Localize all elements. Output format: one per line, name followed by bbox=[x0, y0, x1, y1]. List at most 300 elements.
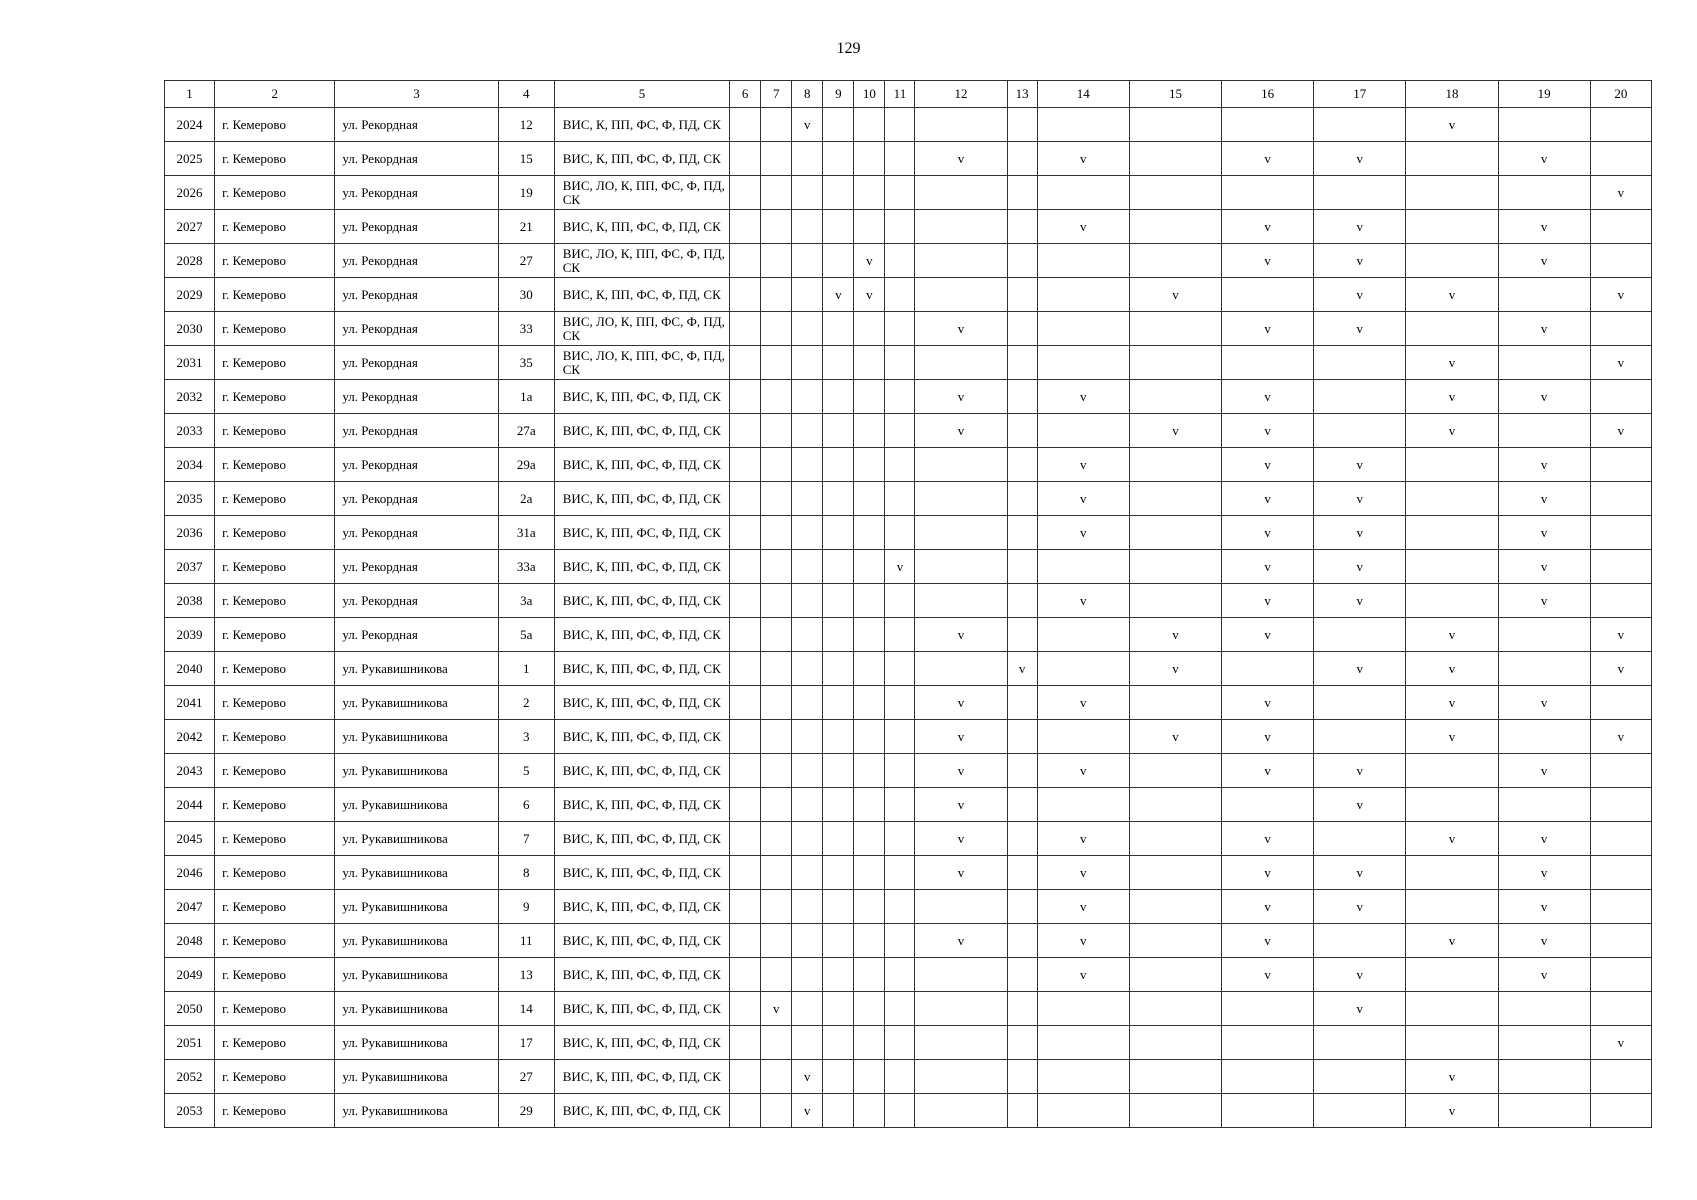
empty-cell-col-15 bbox=[1129, 108, 1221, 142]
empty-cell-col-10 bbox=[854, 210, 885, 244]
check-mark-col-19: v bbox=[1498, 958, 1590, 992]
empty-cell-col-13 bbox=[1007, 584, 1037, 618]
work-kinds-cell: ВИС, К, ПП, ФС, Ф, ПД, СК bbox=[554, 210, 729, 244]
check-mark-col-14: v bbox=[1037, 890, 1129, 924]
row-number: 2027 bbox=[165, 210, 215, 244]
empty-cell-col-15 bbox=[1129, 856, 1221, 890]
city-cell: г. Кемерово bbox=[215, 516, 335, 550]
empty-cell-col-11 bbox=[885, 754, 915, 788]
empty-cell-col-17 bbox=[1314, 176, 1406, 210]
street-cell: ул. Рукавишникова bbox=[335, 720, 498, 754]
empty-cell-col-11 bbox=[885, 448, 915, 482]
check-mark-col-19: v bbox=[1498, 380, 1590, 414]
empty-cell-col-6 bbox=[730, 788, 761, 822]
empty-cell-col-19 bbox=[1498, 1026, 1590, 1060]
check-mark-col-16: v bbox=[1222, 210, 1314, 244]
check-mark-col-17: v bbox=[1314, 516, 1406, 550]
table-body bbox=[165, 108, 1652, 1128]
work-kinds-cell: ВИС, К, ПП, ФС, Ф, ПД, СК bbox=[554, 550, 729, 584]
empty-cell-col-14 bbox=[1037, 312, 1129, 346]
empty-cell-col-19 bbox=[1498, 346, 1590, 380]
check-mark-col-17: v bbox=[1314, 584, 1406, 618]
empty-cell-col-13 bbox=[1007, 686, 1037, 720]
table-row bbox=[165, 584, 1652, 618]
empty-cell-col-9 bbox=[823, 244, 854, 278]
house-cell: 14 bbox=[498, 992, 554, 1026]
empty-cell-col-7 bbox=[761, 516, 792, 550]
check-mark-col-17: v bbox=[1314, 652, 1406, 686]
empty-cell-col-8 bbox=[792, 312, 823, 346]
empty-cell-col-6 bbox=[730, 1060, 761, 1094]
street-cell: ул. Рукавишникова bbox=[335, 754, 498, 788]
empty-cell-col-15 bbox=[1129, 482, 1221, 516]
empty-cell-col-20 bbox=[1590, 1060, 1651, 1094]
street-cell: ул. Рукавишникова bbox=[335, 788, 498, 822]
empty-cell-col-6 bbox=[730, 822, 761, 856]
check-mark-col-16: v bbox=[1222, 618, 1314, 652]
empty-cell-col-10 bbox=[854, 1060, 885, 1094]
empty-cell-col-20 bbox=[1590, 1094, 1651, 1128]
empty-cell-col-13 bbox=[1007, 1060, 1037, 1094]
empty-cell-col-18 bbox=[1406, 142, 1498, 176]
empty-cell-col-7 bbox=[761, 176, 792, 210]
check-mark-col-18: v bbox=[1406, 414, 1498, 448]
empty-cell-col-6 bbox=[730, 210, 761, 244]
city-cell: г. Кемерово bbox=[215, 108, 335, 142]
check-mark-col-14: v bbox=[1037, 958, 1129, 992]
empty-cell-col-15 bbox=[1129, 448, 1221, 482]
table-row bbox=[165, 822, 1652, 856]
empty-cell-col-15 bbox=[1129, 516, 1221, 550]
empty-cell-col-17 bbox=[1314, 822, 1406, 856]
empty-cell-col-12 bbox=[915, 448, 1007, 482]
empty-cell-col-18 bbox=[1406, 584, 1498, 618]
street-cell: ул. Рекордная bbox=[335, 244, 498, 278]
empty-cell-col-7 bbox=[761, 448, 792, 482]
empty-cell-col-7 bbox=[761, 380, 792, 414]
empty-cell-col-11 bbox=[885, 958, 915, 992]
empty-cell-col-8 bbox=[792, 584, 823, 618]
empty-cell-col-13 bbox=[1007, 244, 1037, 278]
check-mark-col-19: v bbox=[1498, 516, 1590, 550]
city-cell: г. Кемерово bbox=[215, 210, 335, 244]
empty-cell-col-13 bbox=[1007, 142, 1037, 176]
empty-cell-col-9 bbox=[823, 652, 854, 686]
empty-cell-col-17 bbox=[1314, 1026, 1406, 1060]
table-row bbox=[165, 958, 1652, 992]
row-number: 2029 bbox=[165, 278, 215, 312]
empty-cell-col-16 bbox=[1222, 1060, 1314, 1094]
city-cell: г. Кемерово bbox=[215, 244, 335, 278]
check-mark-col-19: v bbox=[1498, 448, 1590, 482]
empty-cell-col-7 bbox=[761, 278, 792, 312]
empty-cell-col-12 bbox=[915, 550, 1007, 584]
empty-cell-col-18 bbox=[1406, 992, 1498, 1026]
column-header-1: 1 bbox=[165, 81, 215, 108]
empty-cell-col-10 bbox=[854, 346, 885, 380]
check-mark-col-14: v bbox=[1037, 822, 1129, 856]
empty-cell-col-12 bbox=[915, 108, 1007, 142]
house-cell: 27а bbox=[498, 414, 554, 448]
check-mark-col-16: v bbox=[1222, 482, 1314, 516]
empty-cell-col-15 bbox=[1129, 584, 1221, 618]
house-cell: 8 bbox=[498, 856, 554, 890]
empty-cell-col-6 bbox=[730, 176, 761, 210]
empty-cell-col-11 bbox=[885, 380, 915, 414]
city-cell: г. Кемерово bbox=[215, 176, 335, 210]
empty-cell-col-19 bbox=[1498, 618, 1590, 652]
empty-cell-col-18 bbox=[1406, 244, 1498, 278]
empty-cell-col-10 bbox=[854, 618, 885, 652]
empty-cell-col-15 bbox=[1129, 176, 1221, 210]
empty-cell-col-8 bbox=[792, 1026, 823, 1060]
column-header-3: 3 bbox=[335, 81, 498, 108]
table-row bbox=[165, 448, 1652, 482]
column-header-10: 10 bbox=[854, 81, 885, 108]
table-row bbox=[165, 414, 1652, 448]
empty-cell-col-6 bbox=[730, 652, 761, 686]
empty-cell-col-13 bbox=[1007, 856, 1037, 890]
table-row bbox=[165, 380, 1652, 414]
empty-cell-col-20 bbox=[1590, 516, 1651, 550]
empty-cell-col-13 bbox=[1007, 754, 1037, 788]
column-header-4: 4 bbox=[498, 81, 554, 108]
street-cell: ул. Рукавишникова bbox=[335, 1094, 498, 1128]
house-cell: 6 bbox=[498, 788, 554, 822]
empty-cell-col-18 bbox=[1406, 788, 1498, 822]
empty-cell-col-11 bbox=[885, 482, 915, 516]
work-kinds-cell: ВИС, К, ПП, ФС, Ф, ПД, СК bbox=[554, 652, 729, 686]
empty-cell-col-9 bbox=[823, 686, 854, 720]
city-cell: г. Кемерово bbox=[215, 482, 335, 516]
check-mark-col-15: v bbox=[1129, 278, 1221, 312]
empty-cell-col-9 bbox=[823, 448, 854, 482]
empty-cell-col-10 bbox=[854, 142, 885, 176]
empty-cell-col-20 bbox=[1590, 482, 1651, 516]
empty-cell-col-17 bbox=[1314, 720, 1406, 754]
empty-cell-col-11 bbox=[885, 788, 915, 822]
check-mark-col-19: v bbox=[1498, 550, 1590, 584]
city-cell: г. Кемерово bbox=[215, 686, 335, 720]
check-mark-col-12: v bbox=[915, 414, 1007, 448]
empty-cell-col-10 bbox=[854, 992, 885, 1026]
check-mark-col-20: v bbox=[1590, 414, 1651, 448]
work-kinds-cell: ВИС, К, ПП, ФС, Ф, ПД, СК bbox=[554, 584, 729, 618]
check-mark-col-17: v bbox=[1314, 890, 1406, 924]
check-mark-col-14: v bbox=[1037, 924, 1129, 958]
empty-cell-col-20 bbox=[1590, 958, 1651, 992]
table-row bbox=[165, 244, 1652, 278]
empty-cell-col-7 bbox=[761, 414, 792, 448]
column-header-6: 6 bbox=[730, 81, 761, 108]
check-mark-col-15: v bbox=[1129, 618, 1221, 652]
empty-cell-col-20 bbox=[1590, 924, 1651, 958]
empty-cell-col-6 bbox=[730, 414, 761, 448]
empty-cell-col-20 bbox=[1590, 992, 1651, 1026]
work-kinds-cell: ВИС, К, ПП, ФС, Ф, ПД, СК bbox=[554, 108, 729, 142]
empty-cell-col-11 bbox=[885, 176, 915, 210]
check-mark-col-19: v bbox=[1498, 822, 1590, 856]
empty-cell-col-7 bbox=[761, 720, 792, 754]
table-row bbox=[165, 312, 1652, 346]
house-cell: 11 bbox=[498, 924, 554, 958]
empty-cell-col-15 bbox=[1129, 992, 1221, 1026]
empty-cell-col-15 bbox=[1129, 1094, 1221, 1128]
street-cell: ул. Рекордная bbox=[335, 550, 498, 584]
empty-cell-col-7 bbox=[761, 550, 792, 584]
table-row bbox=[165, 618, 1652, 652]
check-mark-col-18: v bbox=[1406, 1060, 1498, 1094]
row-number: 2026 bbox=[165, 176, 215, 210]
empty-cell-col-13 bbox=[1007, 992, 1037, 1026]
row-number: 2033 bbox=[165, 414, 215, 448]
empty-cell-col-7 bbox=[761, 584, 792, 618]
page-number: 129 bbox=[836, 40, 861, 57]
empty-cell-col-7 bbox=[761, 108, 792, 142]
empty-cell-col-11 bbox=[885, 312, 915, 346]
check-mark-col-16: v bbox=[1222, 584, 1314, 618]
city-cell: г. Кемерово bbox=[215, 278, 335, 312]
empty-cell-col-10 bbox=[854, 448, 885, 482]
empty-cell-col-20 bbox=[1590, 822, 1651, 856]
table-row bbox=[165, 516, 1652, 550]
empty-cell-col-6 bbox=[730, 482, 761, 516]
check-mark-col-14: v bbox=[1037, 380, 1129, 414]
empty-cell-col-18 bbox=[1406, 856, 1498, 890]
check-mark-col-20: v bbox=[1590, 618, 1651, 652]
empty-cell-col-11 bbox=[885, 414, 915, 448]
empty-cell-col-20 bbox=[1590, 244, 1651, 278]
column-header-5: 5 bbox=[554, 81, 729, 108]
empty-cell-col-6 bbox=[730, 108, 761, 142]
row-number: 2036 bbox=[165, 516, 215, 550]
empty-cell-col-11 bbox=[885, 108, 915, 142]
empty-cell-col-12 bbox=[915, 176, 1007, 210]
empty-cell-col-9 bbox=[823, 788, 854, 822]
empty-cell-col-13 bbox=[1007, 210, 1037, 244]
empty-cell-col-9 bbox=[823, 618, 854, 652]
empty-cell-col-16 bbox=[1222, 176, 1314, 210]
check-mark-col-18: v bbox=[1406, 686, 1498, 720]
table-row bbox=[165, 788, 1652, 822]
street-cell: ул. Рукавишникова bbox=[335, 992, 498, 1026]
street-cell: ул. Рекордная bbox=[335, 584, 498, 618]
empty-cell-col-15 bbox=[1129, 312, 1221, 346]
empty-cell-col-6 bbox=[730, 958, 761, 992]
table-row bbox=[165, 108, 1652, 142]
empty-cell-col-6 bbox=[730, 754, 761, 788]
table-row bbox=[165, 924, 1652, 958]
empty-cell-col-14 bbox=[1037, 176, 1129, 210]
table-row bbox=[165, 1026, 1652, 1060]
empty-cell-col-10 bbox=[854, 1094, 885, 1128]
city-cell: г. Кемерово bbox=[215, 448, 335, 482]
empty-cell-col-6 bbox=[730, 618, 761, 652]
empty-cell-col-13 bbox=[1007, 550, 1037, 584]
empty-cell-col-9 bbox=[823, 142, 854, 176]
empty-cell-col-11 bbox=[885, 244, 915, 278]
empty-cell-col-6 bbox=[730, 686, 761, 720]
check-mark-col-16: v bbox=[1222, 822, 1314, 856]
empty-cell-col-8 bbox=[792, 448, 823, 482]
check-mark-col-17: v bbox=[1314, 142, 1406, 176]
empty-cell-col-13 bbox=[1007, 380, 1037, 414]
check-mark-col-16: v bbox=[1222, 890, 1314, 924]
table-row bbox=[165, 1094, 1652, 1128]
check-mark-col-16: v bbox=[1222, 244, 1314, 278]
empty-cell-col-7 bbox=[761, 244, 792, 278]
street-cell: ул. Рукавишникова bbox=[335, 958, 498, 992]
check-mark-col-14: v bbox=[1037, 516, 1129, 550]
check-mark-col-16: v bbox=[1222, 380, 1314, 414]
check-mark-col-9: v bbox=[823, 278, 854, 312]
empty-cell-col-15 bbox=[1129, 210, 1221, 244]
house-cell: 35 bbox=[498, 346, 554, 380]
check-mark-col-20: v bbox=[1590, 278, 1651, 312]
table-row bbox=[165, 482, 1652, 516]
empty-cell-col-20 bbox=[1590, 686, 1651, 720]
street-cell: ул. Рукавишникова bbox=[335, 856, 498, 890]
empty-cell-col-17 bbox=[1314, 924, 1406, 958]
work-kinds-cell: ВИС, К, ПП, ФС, Ф, ПД, СК bbox=[554, 822, 729, 856]
empty-cell-col-13 bbox=[1007, 312, 1037, 346]
empty-cell-col-15 bbox=[1129, 346, 1221, 380]
row-number: 2031 bbox=[165, 346, 215, 380]
check-mark-col-17: v bbox=[1314, 788, 1406, 822]
empty-cell-col-17 bbox=[1314, 1060, 1406, 1094]
street-cell: ул. Рукавишникова bbox=[335, 924, 498, 958]
empty-cell-col-6 bbox=[730, 448, 761, 482]
empty-cell-col-10 bbox=[854, 482, 885, 516]
empty-cell-col-17 bbox=[1314, 1094, 1406, 1128]
row-number: 2050 bbox=[165, 992, 215, 1026]
empty-cell-col-8 bbox=[792, 142, 823, 176]
city-cell: г. Кемерово bbox=[215, 890, 335, 924]
empty-cell-col-17 bbox=[1314, 346, 1406, 380]
street-cell: ул. Рекордная bbox=[335, 618, 498, 652]
house-cell: 21 bbox=[498, 210, 554, 244]
work-kinds-cell: ВИС, К, ПП, ФС, Ф, ПД, СК bbox=[554, 890, 729, 924]
work-kinds-cell: ВИС, К, ПП, ФС, Ф, ПД, СК bbox=[554, 788, 729, 822]
check-mark-col-18: v bbox=[1406, 924, 1498, 958]
empty-cell-col-8 bbox=[792, 346, 823, 380]
empty-cell-col-9 bbox=[823, 1060, 854, 1094]
city-cell: г. Кемерово bbox=[215, 958, 335, 992]
table-row bbox=[165, 686, 1652, 720]
empty-cell-col-14 bbox=[1037, 108, 1129, 142]
empty-cell-col-6 bbox=[730, 550, 761, 584]
empty-cell-col-20 bbox=[1590, 142, 1651, 176]
street-cell: ул. Рукавишникова bbox=[335, 652, 498, 686]
row-number: 2025 bbox=[165, 142, 215, 176]
row-number: 2030 bbox=[165, 312, 215, 346]
empty-cell-col-11 bbox=[885, 278, 915, 312]
empty-cell-col-16 bbox=[1222, 992, 1314, 1026]
house-cell: 29 bbox=[498, 1094, 554, 1128]
empty-cell-col-6 bbox=[730, 380, 761, 414]
empty-cell-col-13 bbox=[1007, 924, 1037, 958]
check-mark-col-16: v bbox=[1222, 550, 1314, 584]
empty-cell-col-16 bbox=[1222, 108, 1314, 142]
check-mark-col-16: v bbox=[1222, 924, 1314, 958]
empty-cell-col-13 bbox=[1007, 958, 1037, 992]
empty-cell-col-15 bbox=[1129, 1060, 1221, 1094]
work-kinds-cell: ВИС, К, ПП, ФС, Ф, ПД, СК bbox=[554, 516, 729, 550]
table-row bbox=[165, 278, 1652, 312]
check-mark-col-16: v bbox=[1222, 448, 1314, 482]
check-mark-col-18: v bbox=[1406, 278, 1498, 312]
empty-cell-col-10 bbox=[854, 822, 885, 856]
row-number: 2046 bbox=[165, 856, 215, 890]
check-mark-col-19: v bbox=[1498, 754, 1590, 788]
empty-cell-col-18 bbox=[1406, 550, 1498, 584]
empty-cell-col-16 bbox=[1222, 1094, 1314, 1128]
check-mark-col-15: v bbox=[1129, 414, 1221, 448]
check-mark-col-16: v bbox=[1222, 414, 1314, 448]
street-cell: ул. Рекордная bbox=[335, 142, 498, 176]
empty-cell-col-18 bbox=[1406, 312, 1498, 346]
empty-cell-col-7 bbox=[761, 754, 792, 788]
city-cell: г. Кемерово bbox=[215, 754, 335, 788]
city-cell: г. Кемерово bbox=[215, 1094, 335, 1128]
empty-cell-col-9 bbox=[823, 312, 854, 346]
work-kinds-cell: ВИС, К, ПП, ФС, Ф, ПД, СК bbox=[554, 142, 729, 176]
empty-cell-col-12 bbox=[915, 1094, 1007, 1128]
empty-cell-col-14 bbox=[1037, 618, 1129, 652]
row-number: 2052 bbox=[165, 1060, 215, 1094]
row-number: 2048 bbox=[165, 924, 215, 958]
check-mark-col-8: v bbox=[792, 1094, 823, 1128]
row-number: 2035 bbox=[165, 482, 215, 516]
empty-cell-col-20 bbox=[1590, 856, 1651, 890]
street-cell: ул. Рекордная bbox=[335, 516, 498, 550]
empty-cell-col-19 bbox=[1498, 176, 1590, 210]
empty-cell-col-11 bbox=[885, 210, 915, 244]
row-number: 2053 bbox=[165, 1094, 215, 1128]
empty-cell-col-9 bbox=[823, 822, 854, 856]
house-cell: 33а bbox=[498, 550, 554, 584]
city-cell: г. Кемерово bbox=[215, 380, 335, 414]
empty-cell-col-9 bbox=[823, 210, 854, 244]
empty-cell-col-6 bbox=[730, 890, 761, 924]
empty-cell-col-9 bbox=[823, 550, 854, 584]
work-kinds-cell: ВИС, К, ПП, ФС, Ф, ПД, СК bbox=[554, 754, 729, 788]
empty-cell-col-7 bbox=[761, 1026, 792, 1060]
work-kinds-cell: ВИС, К, ПП, ФС, Ф, ПД, СК bbox=[554, 958, 729, 992]
row-number: 2045 bbox=[165, 822, 215, 856]
check-mark-col-10: v bbox=[854, 278, 885, 312]
empty-cell-col-11 bbox=[885, 652, 915, 686]
empty-cell-col-17 bbox=[1314, 380, 1406, 414]
empty-cell-col-20 bbox=[1590, 754, 1651, 788]
house-cell: 1а bbox=[498, 380, 554, 414]
city-cell: г. Кемерово bbox=[215, 720, 335, 754]
check-mark-col-14: v bbox=[1037, 142, 1129, 176]
empty-cell-col-8 bbox=[792, 516, 823, 550]
empty-cell-col-8 bbox=[792, 992, 823, 1026]
empty-cell-col-20 bbox=[1590, 210, 1651, 244]
column-header-20: 20 bbox=[1590, 81, 1651, 108]
house-cell: 1 bbox=[498, 652, 554, 686]
check-mark-col-17: v bbox=[1314, 448, 1406, 482]
empty-cell-col-10 bbox=[854, 652, 885, 686]
empty-cell-col-11 bbox=[885, 856, 915, 890]
empty-cell-col-7 bbox=[761, 890, 792, 924]
street-cell: ул. Рукавишникова bbox=[335, 890, 498, 924]
empty-cell-col-15 bbox=[1129, 1026, 1221, 1060]
empty-cell-col-7 bbox=[761, 958, 792, 992]
street-cell: ул. Рукавишникова bbox=[335, 822, 498, 856]
